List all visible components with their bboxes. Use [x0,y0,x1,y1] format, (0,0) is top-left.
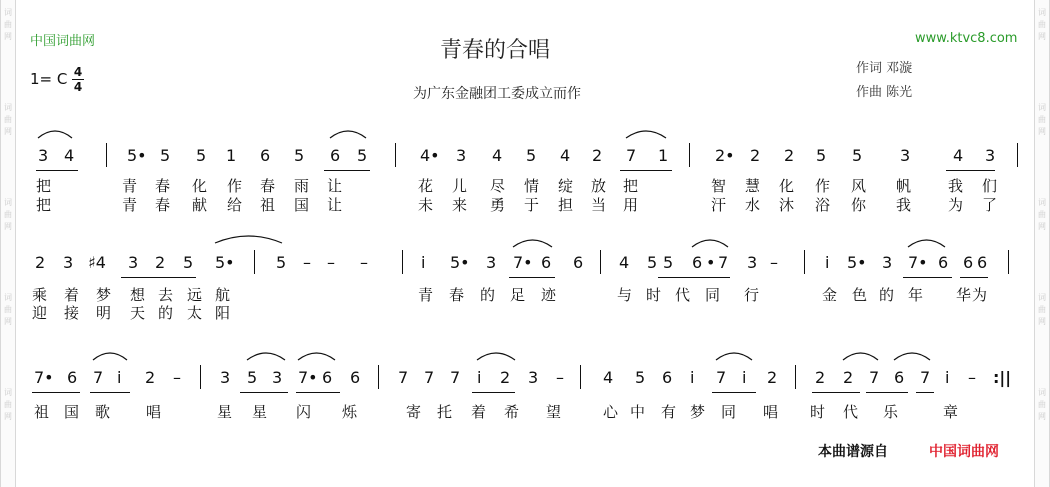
note: 5 [183,253,194,272]
note: 7 [424,368,435,387]
lyric-verse-2: 阳 [215,304,231,322]
lyric-verse-2: 担 [558,196,574,214]
note: 7• [298,368,318,387]
note: 6 [350,368,361,387]
lyric-verse-1: 智 [711,177,727,195]
lyric-verse-1: 绽 [558,177,574,195]
song-title: 青春的合唱 [440,38,551,63]
lyric-verse-1: 我 [948,177,964,195]
note: 5 [647,253,658,272]
slur [93,353,127,360]
note: 2 [155,253,166,272]
lyric-verse-1: 乐 [883,403,899,421]
source-site: 中国词曲网 [929,444,999,460]
watermark-glyph: 网 [4,317,12,326]
lyric-verse-2: 来 [452,196,468,214]
lyric-verse-1: 帆 [896,177,912,195]
note: 4 [953,146,964,165]
slur [330,131,366,138]
note: 2 [145,368,156,387]
watermark-glyph: 网 [1038,127,1046,136]
lyric-verse-1: 着 [471,403,487,421]
lyric-verse-1: 时 [646,286,662,304]
lyric-verse-1: 闪 [296,403,312,421]
lyric-verse-1: 星 [217,403,233,421]
lyric-verse-2: 给 [227,196,243,214]
note: 2 [815,368,826,387]
lyric-verse-1: 尽 [490,177,506,195]
note: 2 [784,146,795,165]
time-signature-top: 4 [73,65,83,79]
lyric-verse-1: 为 [972,286,988,304]
note: i [825,253,830,272]
watermark-glyph: 词 [4,198,12,207]
note: 5 [635,368,646,387]
note: i [945,368,950,387]
lyric-verse-1: 青 [418,286,434,304]
lyric-verse-2: 太 [187,304,203,322]
lyric-verse-1: 放 [591,177,607,195]
lyric-verse-1: 唱 [763,403,779,421]
lyric-verse-1: 有 [661,403,677,421]
note: 5 [276,253,287,272]
watermark-glyph: 曲 [4,20,12,29]
lyric-verse-1: 着 [64,286,80,304]
slur [626,131,666,138]
slur [477,353,515,360]
lyric-verse-1: 唱 [146,403,162,421]
lyric-verse-2: 献 [192,196,208,214]
lyric-verse-2: 的 [158,304,174,322]
lyric-verse-1: 梦 [690,403,706,421]
lyric-verse-1: 华 [956,286,972,304]
note: 5• [215,253,235,272]
subtitle: 为广东金融团工委成立而作 [413,86,581,102]
lyric-verse-1: 把 [36,177,52,195]
lyric-verse-1: 让 [327,177,343,195]
slur [843,353,878,360]
lyric-verse-1: 航 [215,286,231,304]
lyric-verse-1: 风 [851,177,867,195]
lyric-verse-1: 化 [192,177,208,195]
note: 6 [541,253,552,272]
lyric-verse-1: 的 [879,286,895,304]
note: 6 [963,253,974,272]
lyric-verse-2: 水 [745,196,761,214]
note: 6 [662,368,673,387]
site-name-left: 中国词曲网 [30,34,96,49]
lyric-verse-1: 乘 [32,286,48,304]
note: – [360,253,368,272]
note: 6 [692,253,703,272]
note: 6 [938,253,949,272]
lyric-verse-1: 春 [260,177,276,195]
watermark-glyph: 词 [4,8,12,17]
watermark-glyph: 词 [4,388,12,397]
lyric-verse-2: 天 [130,304,146,322]
lyric-verse-1: 中 [630,403,646,421]
watermark-glyph: 词 [1038,388,1046,397]
note: – [173,368,181,387]
watermark-glyph: 曲 [1038,210,1046,219]
note: 3 [456,146,467,165]
lyric-verse-1: 望 [546,403,562,421]
watermark-glyph: 词 [4,103,12,112]
note: 3 [985,146,996,165]
lyric-verse-2: 我 [896,196,912,214]
lyric-verse-1: 希 [504,403,520,421]
lyric-verse-1: 花 [418,177,434,195]
note: 7 [450,368,461,387]
note: 1 [658,146,669,165]
watermark-glyph: 网 [1038,412,1046,421]
key-signature: 1= C [30,70,68,88]
note: 5 [160,146,171,165]
lyric-verse-1: 的 [480,286,496,304]
lyric-verse-2: 你 [851,196,867,214]
note: 7• [513,253,533,272]
lyric-verse-1: 春 [449,286,465,304]
note: 7 [718,253,729,272]
lyric-verse-1: 年 [908,286,924,304]
lyric-verse-2: 接 [64,304,80,322]
lyric-verse-2: 为 [948,196,964,214]
lyric-verse-1: 远 [187,286,203,304]
watermark-glyph: 曲 [1038,400,1046,409]
lyric-verse-2: 春 [155,196,171,214]
note: 6 [573,253,584,272]
note: 6 [330,146,341,165]
watermark-glyph: 词 [1038,293,1046,302]
note: 3 [900,146,911,165]
note: 7 [398,368,409,387]
watermark-glyph: 曲 [4,210,12,219]
note: :|| [993,368,1012,387]
note: 5 [294,146,305,165]
slur [908,240,945,247]
lyric-verse-2: 青 [122,196,138,214]
lyric-verse-1: 代 [843,403,859,421]
lyric-verse-2: 祖 [260,196,276,214]
lyric-verse-2: 让 [327,196,343,214]
note: 3 [486,253,497,272]
lyric-verse-2: 了 [982,196,998,214]
watermark-glyph: 词 [1038,198,1046,207]
note: • [706,253,716,272]
slur [38,131,72,138]
lyric-verse-2: 迎 [32,304,48,322]
note: 3 [128,253,139,272]
watermark-glyph: 词 [1038,8,1046,17]
note: 3 [38,146,49,165]
lyric-verse-1: 儿 [452,177,468,195]
note: 7 [716,368,727,387]
lyric-verse-1: 寄 [406,403,422,421]
watermark-glyph: 词 [1038,103,1046,112]
note: 2• [715,146,735,165]
lyric-verse-1: 国 [64,403,80,421]
note: 7 [626,146,637,165]
note: 4 [619,253,630,272]
note: – [303,253,311,272]
note: 4• [420,146,440,165]
lyric-verse-1: 慧 [745,177,761,195]
note: 3 [882,253,893,272]
note: – [556,368,564,387]
watermark-glyph: 网 [4,32,12,41]
watermark-glyph: 曲 [4,400,12,409]
note: – [770,253,778,272]
lyric-verse-1: 去 [158,286,174,304]
note: 6 [260,146,271,165]
note: – [968,368,976,387]
lyric-verse-1: 情 [524,177,540,195]
lyric-verse-2: 于 [524,196,540,214]
lyric-verse-1: 祖 [34,403,50,421]
lyric-verse-2: 当 [591,196,607,214]
note: 5• [127,146,147,165]
note: i [477,368,482,387]
slur [298,353,335,360]
note: 1 [226,146,237,165]
lyric-verse-2: 勇 [490,196,506,214]
note: 5 [357,146,368,165]
note: 7• [34,368,54,387]
lyric-verse-2: 汗 [711,196,727,214]
source-label: 本曲谱源自 [818,444,888,460]
note: 5• [847,253,867,272]
note: 4 [560,146,571,165]
note: 2 [500,368,511,387]
lyric-verse-1: 金 [822,286,838,304]
watermark-glyph: 网 [1038,222,1046,231]
note: 2 [750,146,761,165]
watermark-glyph: 曲 [4,305,12,314]
lyricist-credit: 作词 邓漩 [856,61,913,76]
note: i [690,368,695,387]
note: 5 [663,253,674,272]
lyric-verse-1: 色 [852,286,868,304]
note: 5 [526,146,537,165]
lyric-verse-2: 国 [294,196,310,214]
lyric-verse-1: 把 [623,177,639,195]
note: i [421,253,426,272]
slur [215,236,282,243]
lyric-verse-1: 与 [617,286,633,304]
time-signature-bottom: 4 [73,80,83,94]
lyric-verse-1: 作 [227,177,243,195]
lyric-verse-1: 同 [705,286,721,304]
watermark-glyph: 网 [1038,32,1046,41]
note: 3 [272,368,283,387]
watermark-glyph: 曲 [4,115,12,124]
lyric-verse-1: 足 [510,286,526,304]
slur [692,240,728,247]
note: 6 [322,368,333,387]
watermark-glyph: 曲 [1038,115,1046,124]
site-url: www.ktvc8.com [915,31,1018,46]
note: 3 [747,253,758,272]
note: 5 [196,146,207,165]
note: 4 [492,146,503,165]
note: 6 [977,253,988,272]
watermark-glyph: 曲 [1038,305,1046,314]
lyric-verse-1: 同 [721,403,737,421]
watermark-glyph: 网 [4,222,12,231]
lyric-verse-1: 雨 [294,177,310,195]
watermark-glyph: 网 [4,412,12,421]
note: 2 [843,368,854,387]
note: ♯4 [88,253,106,272]
lyric-verse-2: 用 [623,196,639,214]
watermark-glyph: 词 [4,293,12,302]
watermark-glyph: 网 [4,127,12,136]
lyric-verse-1: 青 [122,177,138,195]
lyric-verse-2: 未 [418,196,434,214]
lyric-verse-1: 们 [982,177,998,195]
lyric-verse-2: 浴 [815,196,831,214]
note: 7 [920,368,931,387]
slur [716,353,752,360]
lyric-verse-1: 烁 [342,403,358,421]
lyric-verse-1: 化 [779,177,795,195]
note: 5 [247,368,258,387]
lyric-verse-1: 行 [744,286,760,304]
lyric-verse-1: 迹 [541,286,557,304]
note: 7 [869,368,880,387]
lyric-verse-1: 梦 [96,286,112,304]
lyric-verse-2: 把 [36,196,52,214]
lyric-verse-1: 歌 [95,403,111,421]
note: 6 [67,368,78,387]
note: 3 [220,368,231,387]
composer-credit: 作曲 陈光 [856,85,913,100]
slur [513,240,552,247]
note: 5 [852,146,863,165]
lyric-verse-2: 沐 [779,196,795,214]
lyric-verse-2: 明 [96,304,112,322]
note: 4 [64,146,75,165]
lyric-verse-1: 星 [252,403,268,421]
note: i [117,368,122,387]
note: 4 [603,368,614,387]
lyric-verse-1: 托 [437,403,453,421]
note: 2 [35,253,46,272]
lyric-verse-1: 章 [943,403,959,421]
note: 7• [908,253,928,272]
slur [247,353,285,360]
slur [894,353,930,360]
lyric-verse-1: 想 [130,286,146,304]
note: 3 [528,368,539,387]
note: 6 [894,368,905,387]
note: 5• [450,253,470,272]
lyric-verse-1: 春 [155,177,171,195]
note: 5 [816,146,827,165]
note: – [327,253,335,272]
lyric-verse-1: 作 [815,177,831,195]
note: 2 [767,368,778,387]
lyric-verse-1: 时 [810,403,826,421]
note: 3 [63,253,74,272]
note: 7 [93,368,104,387]
lyric-verse-1: 心 [603,403,619,421]
note: 2 [592,146,603,165]
lyric-verse-1: 代 [675,286,691,304]
watermark-glyph: 网 [1038,317,1046,326]
note: i [742,368,747,387]
watermark-glyph: 曲 [1038,20,1046,29]
